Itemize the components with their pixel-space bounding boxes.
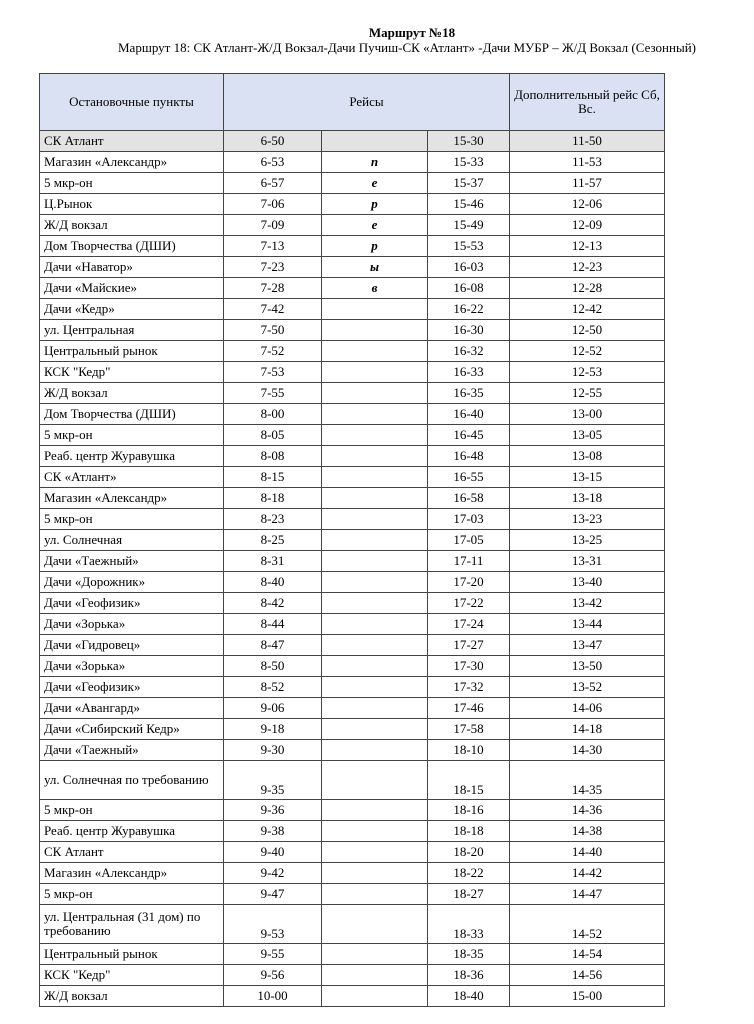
stop-name-cell: Дачи «Наватор» [40,257,224,278]
trip2-time-cell: 16-33 [428,362,510,383]
stop-name-cell: СК «Атлант» [40,467,224,488]
table-row [40,509,665,530]
trip-note-cell: в [322,278,428,299]
trip2-time-cell: 16-35 [428,383,510,404]
page-title: Маршрут №18 [368,25,456,40]
extra-trip-time-cell: 13-05 [510,425,665,446]
table-row [40,884,665,905]
extra-trip-time-cell: 12-09 [510,215,665,236]
trip1-time-cell: 8-00 [224,404,322,425]
table-row [40,131,665,152]
table-row [40,194,665,215]
schedule-body [40,131,665,1007]
extra-trip-time-cell: 12-50 [510,320,665,341]
extra-trip-time-cell: 14-36 [510,800,665,821]
trip-note-cell: р [322,194,428,215]
extra-trip-time-cell: 13-52 [510,677,665,698]
stop-name-cell: Ц.Рынок [40,194,224,215]
trip-note-cell [322,467,428,488]
trip1-time-cell: 9-06 [224,698,322,719]
trip-note-cell [322,698,428,719]
trip2-time-cell: 17-20 [428,572,510,593]
table-row [40,236,665,257]
trip1-time-cell: 9-56 [224,965,322,986]
trip2-time-cell: 15-37 [428,173,510,194]
stop-name-cell: Дачи «Дорожник» [40,572,224,593]
stop-name-cell: Дачи «Таежный» [40,551,224,572]
table-row [40,215,665,236]
stop-name-cell: Дачи «Таежный» [40,740,224,761]
trip2-time-cell: 18-15 [428,761,510,800]
trip2-time-cell: 16-22 [428,299,510,320]
trip-note-cell [322,677,428,698]
trip1-time-cell: 9-35 [224,761,322,800]
trip-note-cell [322,800,428,821]
trip2-time-cell: 15-30 [428,131,510,152]
stop-name-cell: 5 мкр-он [40,173,224,194]
trip2-time-cell: 15-49 [428,215,510,236]
stop-name-cell: Магазин «Александр» [40,152,224,173]
extra-trip-time-cell: 13-31 [510,551,665,572]
trip1-time-cell: 8-31 [224,551,322,572]
trip-note-cell [322,656,428,677]
trip2-time-cell: 16-03 [428,257,510,278]
trip2-time-cell: 17-05 [428,530,510,551]
trip1-time-cell: 8-18 [224,488,322,509]
table-row [40,761,665,800]
trip1-time-cell: 8-40 [224,572,322,593]
trip2-time-cell: 16-32 [428,341,510,362]
trip-note-cell [322,740,428,761]
extra-trip-time-cell: 14-30 [510,740,665,761]
trip2-time-cell: 18-16 [428,800,510,821]
stop-name-cell: 5 мкр-он [40,425,224,446]
extra-trip-time-cell: 11-50 [510,131,665,152]
extra-trip-time-cell: 14-35 [510,761,665,800]
trip2-time-cell: 18-27 [428,884,510,905]
stop-name-cell: Ж/Д вокзал [40,383,224,404]
extra-trip-time-cell: 13-40 [510,572,665,593]
extra-trip-time-cell: 13-18 [510,488,665,509]
trip2-time-cell: 18-40 [428,986,510,1007]
extra-trip-time-cell: 13-44 [510,614,665,635]
stop-name-cell: Дом Творчества (ДШИ) [40,404,224,425]
extra-trip-time-cell: 12-06 [510,194,665,215]
trip-note-cell [322,821,428,842]
stop-name-cell: ул. Центральная [40,320,224,341]
stop-name-cell: СК Атлант [40,131,224,152]
trip-note-cell [322,842,428,863]
extra-trip-time-cell: 14-56 [510,965,665,986]
column-header-stops: Остановочные пункты [40,74,224,131]
stop-name-cell: КСК "Кедр" [40,362,224,383]
trip-note-cell: п [322,152,428,173]
stop-name-cell: 5 мкр-он [40,884,224,905]
table-row [40,488,665,509]
trip2-time-cell: 18-33 [428,905,510,944]
trip1-time-cell: 8-05 [224,425,322,446]
trip-note-cell [322,593,428,614]
trip-note-cell [322,719,428,740]
trip1-time-cell: 8-42 [224,593,322,614]
stop-name-cell: Дом Творчества (ДШИ) [40,236,224,257]
table-row [40,614,665,635]
table-row [40,800,665,821]
trip-note-cell: ы [322,257,428,278]
table-row [40,944,665,965]
trip1-time-cell: 9-30 [224,740,322,761]
table-row [40,467,665,488]
trip1-time-cell: 10-00 [224,986,322,1007]
table-row [40,965,665,986]
trip2-time-cell: 18-36 [428,965,510,986]
trip1-time-cell: 9-18 [224,719,322,740]
trip1-time-cell: 7-06 [224,194,322,215]
trip1-time-cell: 9-38 [224,821,322,842]
trip2-time-cell: 17-27 [428,635,510,656]
trip-note-cell: е [322,173,428,194]
stop-name-cell: ул. Центральная (31 дом) по требованию [40,905,224,944]
extra-trip-time-cell: 14-42 [510,863,665,884]
trip-note-cell [322,986,428,1007]
table-row [40,425,665,446]
trip2-time-cell: 16-40 [428,404,510,425]
stop-name-cell: Дачи «Геофизик» [40,593,224,614]
trip2-time-cell: 17-58 [428,719,510,740]
trip2-time-cell: 16-55 [428,467,510,488]
table-row [40,446,665,467]
table-row [40,986,665,1007]
trip1-time-cell: 7-52 [224,341,322,362]
stop-name-cell: Ж/Д вокзал [40,215,224,236]
trip-note-cell [322,404,428,425]
trip2-time-cell: 18-22 [428,863,510,884]
table-row [40,173,665,194]
trip2-time-cell: 15-53 [428,236,510,257]
table-row [40,362,665,383]
trip1-time-cell: 8-25 [224,530,322,551]
stop-name-cell: КСК "Кедр" [40,965,224,986]
trip-note-cell [322,965,428,986]
trip1-time-cell: 9-36 [224,800,322,821]
extra-trip-time-cell: 12-23 [510,257,665,278]
schedule-table [39,73,665,1007]
trip-note-cell [322,446,428,467]
trip2-time-cell: 18-20 [428,842,510,863]
column-header-trips: Рейсы [224,74,510,131]
extra-trip-time-cell: 14-47 [510,884,665,905]
table-row [40,404,665,425]
table-row [40,320,665,341]
table-row [40,257,665,278]
extra-trip-time-cell: 12-53 [510,362,665,383]
trip2-time-cell: 17-30 [428,656,510,677]
trip-note-cell: е [322,215,428,236]
trip2-time-cell: 17-32 [428,677,510,698]
trip1-time-cell: 9-40 [224,842,322,863]
extra-trip-time-cell: 13-00 [510,404,665,425]
trip1-time-cell: 7-50 [224,320,322,341]
trip1-time-cell: 7-53 [224,362,322,383]
table-row [40,821,665,842]
trip1-time-cell: 9-53 [224,905,322,944]
extra-trip-time-cell: 15-00 [510,986,665,1007]
trip2-time-cell: 17-11 [428,551,510,572]
trip2-time-cell: 16-48 [428,446,510,467]
trip1-time-cell: 7-42 [224,299,322,320]
extra-trip-time-cell: 13-15 [510,467,665,488]
extra-trip-time-cell: 14-06 [510,698,665,719]
stop-name-cell: Дачи «Гидровец» [40,635,224,656]
trip1-time-cell: 6-53 [224,152,322,173]
table-row [40,677,665,698]
trip1-time-cell: 7-13 [224,236,322,257]
extra-trip-time-cell: 14-38 [510,821,665,842]
table-row [40,740,665,761]
table-row [40,152,665,173]
extra-trip-time-cell: 12-42 [510,299,665,320]
table-row [40,656,665,677]
trip1-time-cell: 7-28 [224,278,322,299]
trip2-time-cell: 16-30 [428,320,510,341]
trip2-time-cell: 17-46 [428,698,510,719]
stop-name-cell: Дачи «Зорька» [40,656,224,677]
trip-note-cell: р [322,236,428,257]
table-row [40,341,665,362]
trip1-time-cell: 7-09 [224,215,322,236]
extra-trip-time-cell: 13-25 [510,530,665,551]
trip1-time-cell: 8-08 [224,446,322,467]
trip1-time-cell: 7-55 [224,383,322,404]
trip1-time-cell: 8-23 [224,509,322,530]
trip-note-cell [322,488,428,509]
table-row [40,530,665,551]
route-subtitle: Маршрут 18: СК Атлант-Ж/Д Вокзал-Дачи Пучиш-СК «Атлант» -Дачи МУБР – Ж/Д Вокзал (Сезонный) [117,40,696,55]
table-row [40,698,665,719]
trip2-time-cell: 17-22 [428,593,510,614]
table-row [40,863,665,884]
stop-name-cell: Реаб. центр Журавушка [40,446,224,467]
trip2-time-cell: 15-46 [428,194,510,215]
trip-note-cell [322,299,428,320]
trip-note-cell [322,884,428,905]
extra-trip-time-cell: 11-57 [510,173,665,194]
trip-note-cell [322,131,428,152]
column-header-extra-trip: Дополнительный рейс Сб, Вс. [510,74,665,131]
stop-name-cell: СК Атлант [40,842,224,863]
trip2-time-cell: 16-45 [428,425,510,446]
extra-trip-time-cell: 14-54 [510,944,665,965]
trip1-time-cell: 8-52 [224,677,322,698]
trip-note-cell [322,509,428,530]
trip2-time-cell: 16-58 [428,488,510,509]
trip2-time-cell: 15-33 [428,152,510,173]
trip2-time-cell: 17-03 [428,509,510,530]
extra-trip-time-cell: 13-23 [510,509,665,530]
stop-name-cell: Центральный рынок [40,944,224,965]
stop-name-cell: Дачи «Майские» [40,278,224,299]
trip1-time-cell: 9-55 [224,944,322,965]
trip-note-cell [322,863,428,884]
trip1-time-cell: 7-23 [224,257,322,278]
table-row [40,635,665,656]
stop-name-cell: Дачи «Кедр» [40,299,224,320]
stop-name-cell: ул. Солнечная по требованию [40,761,224,800]
stop-name-cell: Дачи «Зорька» [40,614,224,635]
trip-note-cell [322,572,428,593]
trip1-time-cell: 8-50 [224,656,322,677]
stop-name-cell: Дачи «Авангард» [40,698,224,719]
table-row [40,719,665,740]
extra-trip-time-cell: 13-08 [510,446,665,467]
table-row [40,842,665,863]
extra-trip-time-cell: 13-47 [510,635,665,656]
extra-trip-time-cell: 11-53 [510,152,665,173]
stop-name-cell: Дачи «Сибирский Кедр» [40,719,224,740]
trip2-time-cell: 16-08 [428,278,510,299]
stop-name-cell: Дачи «Геофизик» [40,677,224,698]
trip2-time-cell: 18-18 [428,821,510,842]
stop-name-cell: ул. Солнечная [40,530,224,551]
trip-note-cell [322,614,428,635]
trip-note-cell [322,944,428,965]
trip2-time-cell: 18-10 [428,740,510,761]
stop-name-cell: 5 мкр-он [40,509,224,530]
table-row [40,593,665,614]
trip1-time-cell: 9-47 [224,884,322,905]
trip-note-cell [322,425,428,446]
trip-note-cell [322,905,428,944]
trip1-time-cell: 6-50 [224,131,322,152]
stop-name-cell: Магазин «Александр» [40,488,224,509]
trip-note-cell [322,530,428,551]
trip1-time-cell: 6-57 [224,173,322,194]
extra-trip-time-cell: 12-55 [510,383,665,404]
extra-trip-time-cell: 12-13 [510,236,665,257]
table-row [40,905,665,944]
stop-name-cell: Магазин «Александр» [40,863,224,884]
stop-name-cell: Реаб. центр Журавушка [40,821,224,842]
trip2-time-cell: 17-24 [428,614,510,635]
trip-note-cell [322,341,428,362]
stop-name-cell: Ж/Д вокзал [40,986,224,1007]
trip-note-cell [322,761,428,800]
extra-trip-time-cell: 14-40 [510,842,665,863]
trip-note-cell [322,635,428,656]
extra-trip-time-cell: 14-18 [510,719,665,740]
table-row [40,572,665,593]
table-row [40,383,665,404]
stop-name-cell: Центральный рынок [40,341,224,362]
trip1-time-cell: 9-42 [224,863,322,884]
table-row [40,551,665,572]
table-row [40,299,665,320]
trip1-time-cell: 8-44 [224,614,322,635]
extra-trip-time-cell: 12-28 [510,278,665,299]
trip-note-cell [322,362,428,383]
extra-trip-time-cell: 13-42 [510,593,665,614]
trip-note-cell [322,383,428,404]
trip-note-cell [322,551,428,572]
table-header-row [40,74,665,131]
extra-trip-time-cell: 14-52 [510,905,665,944]
extra-trip-time-cell: 13-50 [510,656,665,677]
extra-trip-time-cell: 12-52 [510,341,665,362]
stop-name-cell: 5 мкр-он [40,800,224,821]
trip1-time-cell: 8-47 [224,635,322,656]
trip-note-cell [322,320,428,341]
trip1-time-cell: 8-15 [224,467,322,488]
trip2-time-cell: 18-35 [428,944,510,965]
table-row [40,278,665,299]
